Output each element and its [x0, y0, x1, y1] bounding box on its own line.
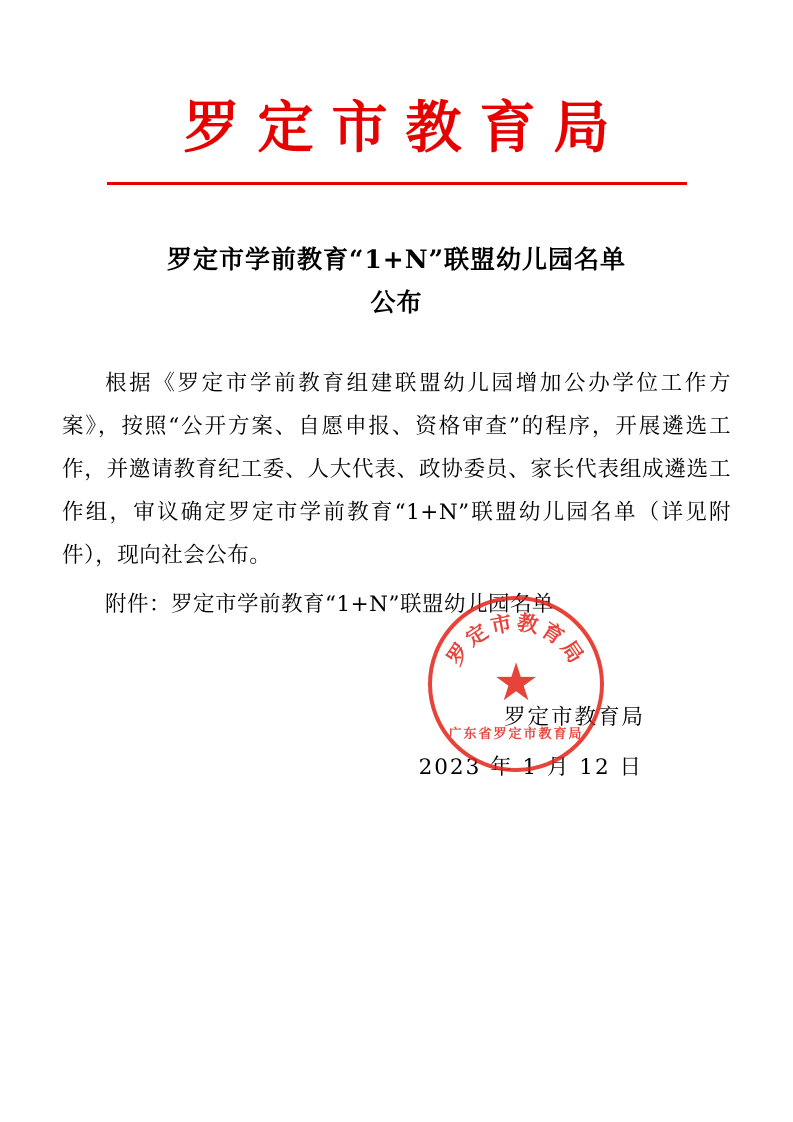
- issuing-authority-title: 罗定市教育局: [183, 95, 628, 161]
- seal-bottom-text: 广东省罗定市教育局: [448, 727, 584, 742]
- body-paragraph: 根据《罗定市学前教育组建联盟幼儿园增加公办学位工作方案》，按照“公开方案、自愿申报、资格审查”的程序，开展遴选工作，并邀请教育纪工委、人大代表、政协委员、家长代表组成遴选工作组，审议确定罗定市学前教育“1+N”联盟幼儿园名单（详见附件），现向社会公布。: [62, 371, 731, 569]
- attachment-reference: 附件：罗定市学前教育“1+N”联盟幼儿园名单: [105, 592, 554, 618]
- signature-block: [62, 642, 731, 822]
- page-title: [62, 239, 731, 324]
- document-body: [62, 362, 731, 577]
- page-title-line-1: 罗定市学前教育“1+N”联盟幼儿园名单: [167, 245, 626, 275]
- seal-top-text: 罗定市教育局: [441, 609, 591, 670]
- masthead-divider: [107, 182, 687, 185]
- issue-date: 2023 年 1 月 12 日: [418, 755, 643, 781]
- masthead: [62, 0, 731, 185]
- page-title-line-2: 公布: [370, 287, 423, 317]
- signer-name: 罗定市教育局: [503, 705, 645, 731]
- seal-star-icon: ★: [492, 652, 540, 713]
